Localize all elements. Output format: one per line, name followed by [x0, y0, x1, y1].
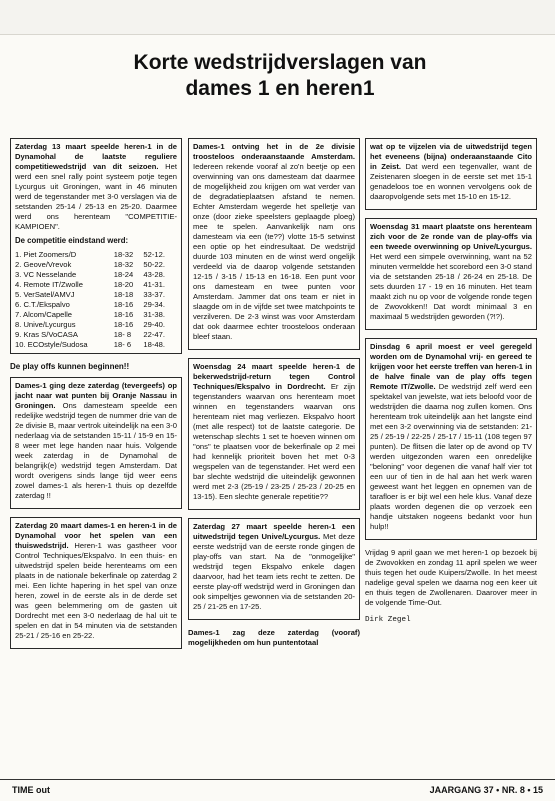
report-box-27-maart — [188, 518, 360, 620]
title-line-2: dames 1 en heren1 — [185, 77, 375, 100]
report-body: Ons damesteam speelde een redelijke wedstrijd tegen de nummer drie van de 2e divisie B, maar vertrok uiteindelijk na een 3-0 nederlaag via de setstanden 15-11 / 15-9 en 15-8 weer met lege handen naar huis. Volgende week zaterdag in de Dynamohal de belangrijk(e) wedstrijd tegen Amsterdam. Dat wordt overigens sinds lange tijd weer eens zowel dames-1 als heren-1 thuis op dezelfde zaterdag !! — [15, 401, 177, 500]
author-signature: Dirk Zegel — [365, 616, 411, 624]
issue-and-page: JAARGANG 37 • NR. 8 • 15 — [429, 785, 543, 795]
standings-row: 1. Piet Zoomers/D 18-32 52-12. — [15, 250, 165, 259]
report-box-beker-return — [188, 358, 360, 510]
standings-row: 6. C.T./Ekspalvo 18-16 29-34. — [15, 300, 165, 309]
report-body: Het werd een snel rally point systeem potje tegen Lycurgus uit Groningen, want in 46 minuten werd de tegenstander met 3-0 verslagen via de setstanden 25-14 / 25-13 en 25-20. Daarmee werd ons herenteam "COMPETITIE-KAMPIOEN". — [15, 162, 177, 231]
report-intro: wat op te vijzelen via de uitwedstrijd tegen het eveneens (bijna) onderaanstaande Cito in Zeist. — [370, 142, 532, 171]
standings-row: 9. Kras S/VoCASA 18- 8 22-47. — [15, 330, 165, 339]
report-body: Dat werd een tegenvaller, want de Zeistenaren sloegen in de eerste set met 15-1 genadeloos toe en wonnen vervolgens ook de daaropvolgende sets met 15-10 en 15-12. — [370, 162, 532, 201]
report-body: De wedstrijd zelf werd een spektakel van jewelste, wat iets beloofd voor de wedstrijden die daarna nog zullen komen. Ons herenteam trok uiteindelijk aan het langste eind met een 3-2 overwinning via de setstanden: 21-25 / 25-19 / 22-25 / 25-17 / 15-11 (108 tegen 97 punten). De flitsen die later op de avond op TV werden uitgezonden waren een onredelijke "beloning" voor degenen die vanaf half vier tot een uur of tien in de hal aan het werk waren geweest want het leggen en opnemen van de tarafloer is er bijt wel een hele klus. Vanaf deze plaats worden degenen die op verzoek een handje uitstaken nogeens bedankt voor hun hulp!! — [370, 382, 532, 531]
page-title — [40, 50, 520, 102]
standings-row: 8. Unive/Lycurgus 18-16 29-40. — [15, 320, 165, 329]
column-3 — [365, 138, 537, 624]
report-box-cito-zeist — [365, 138, 537, 210]
page-footer — [0, 779, 555, 801]
standings-row: 2. Geove/Vrevok 18-32 50-22. — [15, 260, 165, 269]
report-box-20-maart — [10, 517, 182, 649]
report-intro: Zaterdag 20 maart dames-1 en heren-1 in de Dynamohal voor het spelen van een thuiswedstrijd. — [15, 521, 177, 550]
standings-row: 10. ECOstyle/Sudosa 18- 6 18-48. — [15, 340, 165, 349]
magazine-name: TIME out — [12, 785, 50, 795]
closing-paragraph: Vrijdag 9 april gaan we met heren-1 op bezoek bij de Zwovokken en zondag 11 april spelen we weer thuis tegen het oude Kuipers/Zwolle. In het meest nadelige geval spelen we daarna nog een keer uit en thuis tegen de Zwollenaren. Daarover meer in de volgende Time-Out. — [365, 548, 537, 607]
report-body: Het werd een simpele overwinning, want na 52 minuten vermeldde het scorebord een 3-0 stand via de setstanden 25-18 / 26-24 en 25-18. De sets duurden 17 - 19 en 16 minuten. Het team maakt zich nu op voor de volgende ronde tegen de Zwovokken!! Dat wordt minimaal 3 en maximaal 5 wedstrijden geworden (?!?). — [370, 252, 532, 321]
report-intro: Dames-1 ging deze zaterdag (tevergeefs) op jacht naar wat punten bij Oranje Nassau in Groningen. — [15, 381, 177, 410]
report-intro: Zaterdag 27 maart speelde heren-1 een uitwedstrijd tegen Unive/Lycurgus. — [193, 522, 355, 541]
report-intro: Woensdag 31 maart plaatste ons herenteam zich voor de 2e ronde van de play-offs via een tweede overwinning op Unive/Lycurgus. — [370, 222, 532, 251]
standings-row: 4. Remote IT/Zwolle 18-20 41-31. — [15, 280, 165, 289]
report-intro: Dames-1 ontving het in de 2e divisie troosteloos onderaanstaande Amsterdam. — [193, 142, 355, 161]
standings-header: De competitie eindstand werd: — [15, 236, 129, 245]
report-body: Er zijn tegenstanders waarvan ons herenteam moet winnen en tegenstanders waarvan ons herenteam niet mag verliezen. Ekspalvo hoort (met alle respect) tot de laatste categorie. De wetenschap slechts 1 set te hoeven winnen om "ons" te plaatsen voor de bekerfinale op 2 mei had kennelijk prioriteit boven het met 0-3 wegspelen van de tegenstander. Het werd een bar slechte wedstrijd die uiteindelijk gewonnen werd met 2-3 (25-19 / 23-25 / 25-23 / 20-25 en 13-15). Een slechte generale repetitie?? — [193, 382, 355, 501]
playoffs-heading: De play offs kunnen beginnen!! — [10, 362, 130, 371]
standings-row: 7. Alcom/Capelle 18-16 31-38. — [15, 310, 165, 319]
report-box-31-maart — [365, 218, 537, 330]
column-2 — [188, 138, 360, 654]
report-intro: Dinsdag 6 april moest er veel geregeld worden om de Dynamohal vrij- en gereed te krijgen voor het eerste treffen van heren-1 in de halve finale van de play offs tegen Remote IT/Zwolle. — [370, 342, 532, 391]
report-box-heren-13-maart — [10, 138, 182, 354]
standings-table — [15, 250, 177, 350]
standings-row: 5. VerSatel/AMVJ 18-18 33-37. — [15, 290, 165, 299]
report-box-dames-groningen — [10, 377, 182, 509]
column-1 — [10, 138, 182, 657]
report-body: Iedereen rekende vooraf al zo'n beetje op een overwinning van ons damesteam dat daarmee de mogelijkheid zou krijgen om wat verder van de degradatieplaatsen afstand te nemen. Echter Amsterdam wegerde het spelletje van onze (door zieke speelsters geplaagde ploeg) mee te spelen. Aanvankelijk nam ons damesteam via een (te??) vlotte 15-5 setwinst een optie op het eindresultaat. De wedstrijd duurde 103 minuten en de winst werd ongelijk verdeeld via de daarop volgende setstanden 12-15 / 3-15 / 15-13 en 16-18. Een punt voor ons damesteam en twee punten voor Amsterdam. Jammer dat ons team er niet in slaagde om in de vijfde set twee matchpoints te verzilveren. De 2-3 winst was voor Amsterdam dat ook daarmee echter troosteloos onderaan bleef staan. — [193, 162, 355, 341]
report-body: Met deze eerste wedstrijd van de eerste ronde gingen de play-offs van start. Na de "onmogelijke" wedstrijd tegen Ekspalvo enkele dagen daarvoor, had het team iets recht te zetten. De eerste play-off wedstrijd werd in Groningen dan ook simpeltjes gewonnen via de setstanden 20-25 / 21-25 en 17-25. — [193, 532, 355, 611]
report-intro: Zaterdag 13 maart speelde heren-1 in de Dynamohal de laatste reguliere competitiewedstrijd van dit seizoen. — [15, 142, 177, 171]
report-box-6-april — [365, 338, 537, 540]
page-top-strip — [0, 0, 555, 35]
report-body: Heren-1 was gastheer voor Control Techniques/Ekspalvo. In een thuis- en uitwedstrijd spelen beide herenteams om een plaats in de nationale bekerfinale op zaterdag 2 mei. Een lichte hapering in het spel van onze heren, zowel in de eerste als in de derde set was geen belemmering om de gasten uit Dordrecht met een 3-0 nederlaag de hal uit te spelen en dat in 54 minuten via de setstanden 25-21 / 25-16 en 25-22. — [15, 541, 177, 640]
title-line-1: Korte wedstrijdverslagen van — [133, 51, 427, 74]
standings-row: 3. VC Nesselande 18-24 43-28. — [15, 270, 165, 279]
report-box-dames-amsterdam — [188, 138, 360, 350]
report-continuation: Dames-1 zag deze zaterdag (vooraf) mogelijkheden om hun puntentotaal — [188, 628, 360, 647]
report-intro: Woensdag 24 maart speelde heren-1 de bekerwedstrijd-return tegen Control Techniques/Ekspalvo in Dordrecht. — [193, 362, 355, 391]
